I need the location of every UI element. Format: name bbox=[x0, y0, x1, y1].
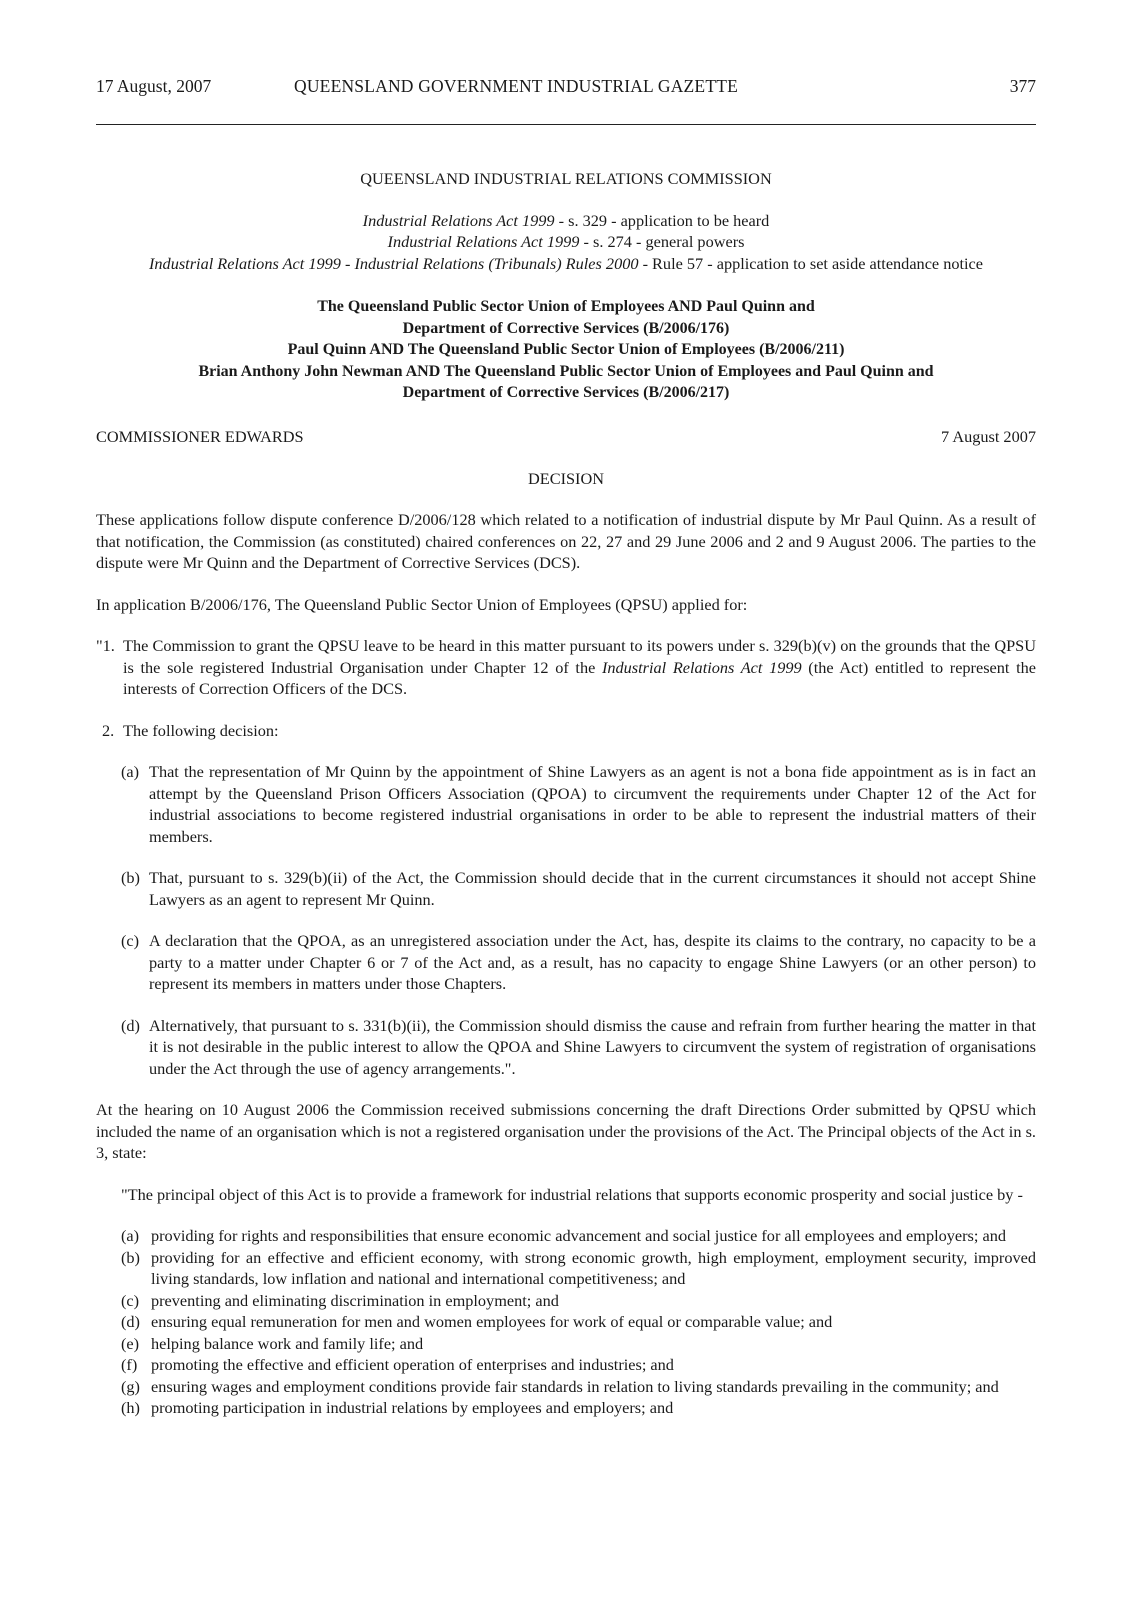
object-text: preventing and eliminating discrimination in employment; and bbox=[151, 1290, 559, 1310]
party-line: Paul Quinn AND The Queensland Public Sector Union of Employees (B/2006/211) bbox=[287, 341, 845, 358]
item-label: 2. bbox=[102, 720, 115, 740]
act-name: Industrial Relations Act 1999 bbox=[362, 210, 555, 230]
party-line: Department of Corrective Services (B/2006/176) bbox=[402, 319, 730, 337]
decision-heading: DECISION bbox=[528, 468, 604, 488]
object-label: (b) bbox=[121, 1247, 140, 1267]
object-text: helping balance work and family life; and bbox=[151, 1333, 424, 1353]
application-intro: In application B/2006/176, The Queensland Public Sector Union of Employees (QPSU) applied for: bbox=[96, 594, 748, 614]
quoted-objects bbox=[121, 1184, 1036, 1206]
item-text: The following decision: bbox=[123, 720, 279, 740]
rules-name: Industrial Relations (Tribunals) Rules 2000 bbox=[354, 253, 639, 273]
act-reference-2 bbox=[96, 231, 1036, 253]
item-text: (the Act) entitled to represent the interests of Correction Officers of the DCS. bbox=[123, 657, 1036, 698]
sub-item-label: (c) bbox=[121, 931, 140, 950]
object-item bbox=[121, 1290, 1036, 1312]
act-name: Industrial Relations Act 1999 bbox=[149, 253, 341, 273]
party-line: The Queensland Public Sector Union of Employees AND Paul Quinn and bbox=[317, 298, 815, 315]
object-text: ensuring wages and employment conditions provide fair standards in relation to living standards prevailing in the community; and bbox=[151, 1376, 999, 1396]
act-name: Industrial Relations Act 1999 bbox=[601, 657, 802, 677]
sub-item bbox=[121, 761, 1036, 847]
act-reference-3 bbox=[96, 253, 1036, 275]
document-body bbox=[96, 168, 1036, 1419]
sub-item-label: (b) bbox=[121, 868, 140, 887]
act-references bbox=[96, 210, 1036, 275]
object-label: (a) bbox=[121, 1226, 140, 1245]
quote-intro: "The principal object of this Act is to provide a framework for industrial relations that supports economic prosperity and social justice by - bbox=[121, 1184, 1023, 1204]
object-item bbox=[121, 1247, 1036, 1290]
party-line: Brian Anthony John Newman AND The Queensland Public Sector Union of Employees and Paul Quinn and bbox=[198, 362, 934, 380]
object-label: (d) bbox=[121, 1312, 140, 1331]
act-reference-1 bbox=[96, 210, 1036, 232]
object-label: (e) bbox=[121, 1333, 140, 1353]
page-number: 377 bbox=[1009, 76, 1036, 96]
sub-item-label: (d) bbox=[121, 1015, 140, 1035]
act-detail: - Rule 57 - application to set aside attendance notice bbox=[638, 253, 983, 273]
object-text: providing for an effective and efficient economy, with strong economic growth, high employment, employment security, improved living standards, low inflation and national and international competitiveness; and bbox=[151, 1247, 1036, 1288]
object-text: promoting the effective and efficient operation of enterprises and industries; and bbox=[151, 1355, 674, 1374]
item-label: "1. bbox=[96, 636, 115, 655]
item-text: The Commission to grant the QPSU leave to be heard in this matter pursuant to its powers under s. 329(b)(v) on the grounds that the QPSU is the sole registered Industrial Organisation under Chapter 12 of the bbox=[123, 636, 1036, 677]
object-label: (c) bbox=[121, 1290, 140, 1310]
object-item bbox=[121, 1333, 1036, 1355]
object-label: (h) bbox=[121, 1398, 140, 1417]
object-item bbox=[121, 1311, 1036, 1333]
commissioner-name: COMMISSIONER EDWARDS bbox=[96, 426, 304, 446]
object-text: promoting participation in industrial relations by employees and employers; and bbox=[151, 1398, 674, 1417]
sub-item-text: That, pursuant to s. 329(b)(ii) of the Act, the Commission should decide that in the current circumstances it should not accept Shine Lawyers as an agent to represent Mr Quinn. bbox=[149, 868, 1036, 909]
application-item-2 bbox=[96, 720, 1036, 742]
sub-item bbox=[121, 1015, 1036, 1080]
sub-item-text: A declaration that the QPOA, as an unregistered association under the Act, has, despite its claims to the contrary, no capacity to be a party to a matter under Chapter 6 or 7 of the Act and, as a result, has no capacity to engage Shine Lawyers (or an other person) to represent its members in matters under those Chapters. bbox=[149, 931, 1036, 993]
object-item bbox=[121, 1354, 1036, 1376]
act-separator: - bbox=[340, 253, 355, 273]
act-detail: - s. 329 - application to be heard bbox=[554, 210, 770, 230]
object-text: providing for rights and responsibilities that ensure economic advancement and social justice for all employees and employers; and bbox=[151, 1226, 1006, 1245]
object-label: (f) bbox=[121, 1355, 138, 1374]
sub-item-label: (a) bbox=[121, 762, 140, 781]
sub-item-text: Alternatively, that pursuant to s. 331(b)(ii), the Commission should dismiss the cause and refrain from further hearing the matter in that it is not desirable in the public interest to allow the QPOA and Shine Lawyers to circumvent the system of registration of organisations under the Act through the use of agency arrangements.". bbox=[149, 1015, 1036, 1078]
intro-paragraph: These applications follow dispute conference D/2006/128 which related to a notification of industrial dispute by Mr Paul Quinn. As a result of that notification, the Commission (as constituted) chaired conferences on 22, 27 and 29 June 2006 and 2 and 9 August 2006. The parties to the dispute were Mr Quinn and the Department of Corrective Services (DCS). bbox=[96, 510, 1036, 572]
application-item-1 bbox=[96, 635, 1036, 700]
object-item bbox=[121, 1376, 1036, 1398]
hearing-paragraph: At the hearing on 10 August 2006 the Commission received submissions concerning the draft Directions Order submitted by QPSU which included the name of an organisation which is not a registered organisation under the provisions of the Act. The Principal objects of the Act in s. 3, state: bbox=[96, 1100, 1036, 1162]
header-rule bbox=[96, 124, 1036, 125]
sub-item bbox=[121, 867, 1036, 910]
act-detail: - s. 274 - general powers bbox=[579, 232, 745, 251]
sub-item-text: That the representation of Mr Quinn by the appointment of Shine Lawyers as an agent is not a bona fide appointment as is in fact an attempt by the Queensland Prison Officers Association (QPOA) to circumvent the requirements under Chapter 12 of the Act for industrial associations to become registered industrial organisations in order to be able to represent the industrial matters of their members. bbox=[149, 762, 1036, 846]
parties-block bbox=[96, 296, 1036, 404]
act-name: Industrial Relations Act 1999 bbox=[387, 232, 580, 251]
commission-heading: QUEENSLAND INDUSTRIAL RELATIONS COMMISSION bbox=[360, 169, 772, 188]
header-date: 17 August, 2007 bbox=[96, 76, 212, 96]
header-title: QUEENSLAND GOVERNMENT INDUSTRIAL GAZETTE bbox=[294, 76, 738, 96]
page-header bbox=[96, 76, 1036, 100]
party-line: Department of Corrective Services (B/2006/217) bbox=[402, 384, 730, 401]
sub-item bbox=[121, 930, 1036, 995]
commissioner-row bbox=[96, 426, 1036, 448]
object-label: (g) bbox=[121, 1376, 140, 1396]
object-item bbox=[121, 1397, 1036, 1419]
object-text: ensuring equal remuneration for men and women employees for work of equal or comparable value; and bbox=[151, 1312, 833, 1331]
decision-date: 7 August 2007 bbox=[941, 426, 1036, 446]
object-item bbox=[121, 1225, 1036, 1247]
